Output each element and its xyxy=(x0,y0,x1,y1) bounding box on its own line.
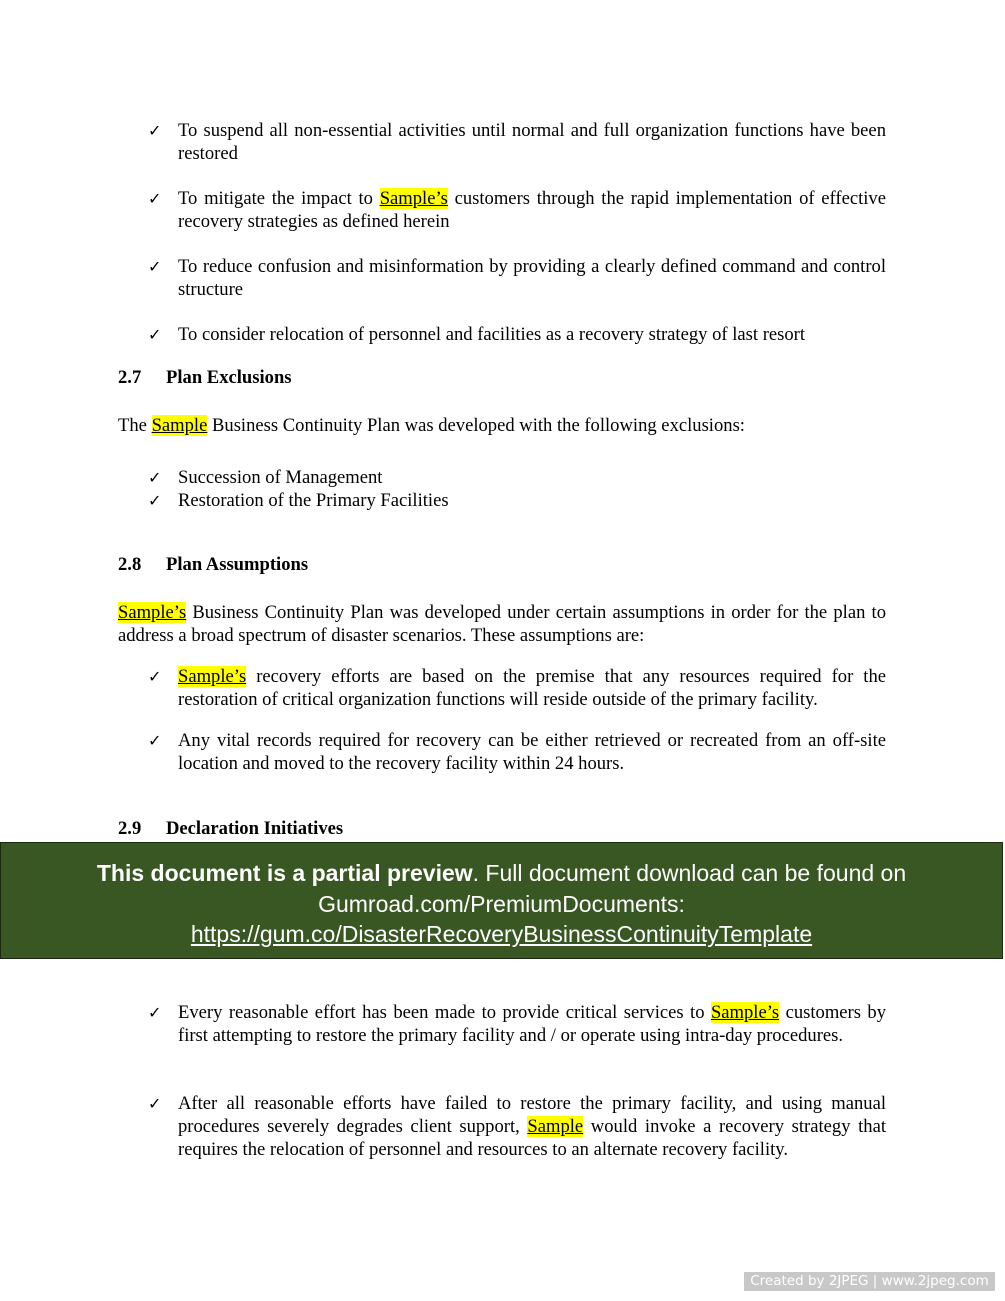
download-link[interactable]: https://gum.co/DisasterRecoveryBusinessContinuityTemplate xyxy=(190,921,813,947)
section-heading-2-8 xyxy=(118,553,308,576)
bullet-item xyxy=(148,466,886,489)
highlighted-text: Sample’s xyxy=(710,1002,780,1023)
bullet-item xyxy=(148,255,886,301)
text-segment: To mitigate the impact to xyxy=(178,188,380,209)
section-number: 2.8 xyxy=(118,554,142,575)
text-segment: Business Continuity Plan was developed under certain assumptions in order for the plan to address a broad spectrum of disaster scenarios. These assumptions are: xyxy=(118,602,886,646)
text-segment: customers by first attempting to restore the primary facility and / or operate using intra-day procedures. xyxy=(178,1002,886,1046)
bullet-text: Restoration of the Primary Facilities xyxy=(178,490,449,511)
bullet-item xyxy=(148,1092,886,1161)
text-segment: To reduce confusion and misinformation by providing a clearly defined command and control structure xyxy=(178,256,886,300)
highlighted-text: Sample’s xyxy=(178,666,247,687)
preview-banner xyxy=(0,842,1003,959)
section-heading-2-7 xyxy=(118,366,292,389)
checkmark-icon: ✓ xyxy=(148,189,162,208)
bullet-item xyxy=(148,187,886,233)
section-title: Declaration Initiatives xyxy=(166,818,344,839)
section-number: 2.7 xyxy=(118,367,142,388)
paragraph xyxy=(118,601,886,647)
bullet-item xyxy=(148,729,886,775)
highlighted-text: Sample’s xyxy=(118,602,187,623)
bullet-item xyxy=(148,119,886,165)
text-segment: Every reasonable effort has been made to provide critical services to xyxy=(178,1002,711,1023)
text-segment: To consider relocation of personnel and facilities as a recovery strategy of last resort xyxy=(178,324,806,345)
text-segment: Business Continuity Plan was developed with the following exclusions: xyxy=(207,415,745,436)
checkmark-icon: ✓ xyxy=(148,325,162,344)
text-segment: would invoke a recovery strategy that requires the relocation of personnel and resources to an alternate recovery facility. xyxy=(178,1116,886,1160)
text-segment: recovery efforts are based on the premise that any resources required for the restoration of critical organization functions will reside outside of the primary facility. xyxy=(178,666,886,710)
section-title: Plan Exclusions xyxy=(166,367,292,388)
bullet-item xyxy=(148,323,886,346)
checkmark-icon: ✓ xyxy=(148,667,162,686)
checkmark-icon: ✓ xyxy=(148,1094,162,1113)
paragraph xyxy=(118,414,886,437)
checkmark-icon: ✓ xyxy=(148,257,162,276)
bullet-item xyxy=(148,665,886,711)
highlighted-text: Sample xyxy=(151,415,208,436)
banner-bold-text: This document is a partial preview xyxy=(96,860,473,886)
watermark: Created by 2JPEG | www.2jpeg.com xyxy=(744,1272,995,1291)
section-number: 2.9 xyxy=(118,818,142,839)
text-segment: Any vital records required for recovery can be either retrieved or recreated from an off-site location and moved to the recovery facility within 24 hours. xyxy=(178,730,886,774)
checkmark-icon: ✓ xyxy=(148,491,162,510)
text-segment: After all reasonable efforts have failed to restore the primary facility, and using manual procedures severely degrades client support, xyxy=(178,1093,886,1137)
checkmark-icon: ✓ xyxy=(148,731,162,750)
banner-text: . Full document download can be found on Gumroad.com/PremiumDocuments: xyxy=(318,860,907,917)
text-segment: To suspend all non-essential activities until normal and full organization functions have been restored xyxy=(178,120,886,164)
highlighted-text: Sample’s xyxy=(379,188,448,209)
section-title: Plan Assumptions xyxy=(166,554,309,575)
bullet-item xyxy=(148,489,886,512)
bullet-item xyxy=(148,1001,886,1047)
bullet-text: Succession of Management xyxy=(178,467,383,488)
checkmark-icon: ✓ xyxy=(148,468,162,487)
checkmark-icon: ✓ xyxy=(148,1003,162,1022)
highlighted-text: Sample xyxy=(527,1116,584,1137)
checkmark-icon: ✓ xyxy=(148,121,162,140)
text-segment: customers through the rapid implementation of effective recovery strategies as defined herein xyxy=(178,188,886,232)
section-heading-2-9 xyxy=(118,817,343,840)
text-segment: The xyxy=(118,415,152,436)
